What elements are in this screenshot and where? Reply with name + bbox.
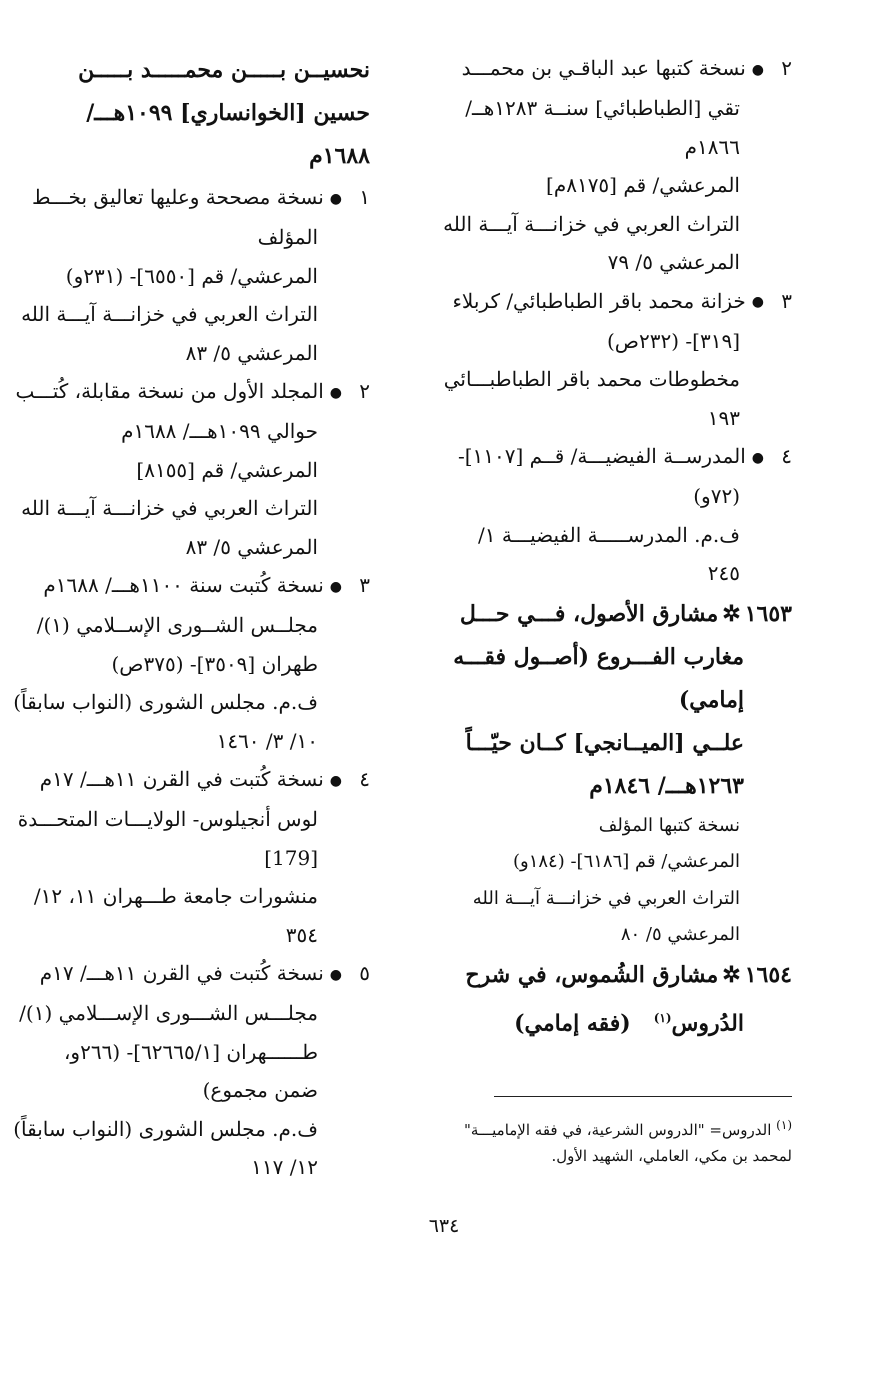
list-item: ٢●نسخة كتبها عبد الباقـي بن محمـــد bbox=[461, 56, 792, 80]
bullet-icon: ● bbox=[751, 449, 764, 466]
page-number: ٦٣٤ bbox=[428, 1215, 460, 1237]
bullet-icon: ● bbox=[329, 578, 342, 595]
bullet-icon: ● bbox=[751, 61, 764, 78]
list-item: ٣●خزانة محمد باقر الطباطبائي/ كربلاء bbox=[452, 288, 792, 313]
bullet-icon: ● bbox=[329, 772, 342, 789]
list-item: ٢●المجلد الأول من نسخة مقابلة، كُتـــب bbox=[15, 379, 370, 403]
list-item: ٥●نسخة كُتبت في القرن ١١هـــ/ ١٧م bbox=[39, 961, 370, 985]
list-item: ٤●المدرســة الفيضيـــة/ قــم [١١٠٧]- bbox=[457, 444, 792, 468]
bullet-icon: ● bbox=[329, 384, 342, 401]
star-icon: ✲ bbox=[722, 961, 741, 988]
list-item: ٣●نسخة كُتبت سنة ١١٠٠هـــ/ ١٦٨٨م bbox=[43, 573, 370, 597]
author-heading: نحسيــن بـــــن محمـــــد بـــــن bbox=[78, 57, 370, 83]
list-item: ١●نسخة مصححة وعليها تعاليق بخـــط bbox=[31, 185, 370, 209]
bullet-icon: ● bbox=[751, 294, 764, 310]
right-column: ٢●نسخة كتبها عبد الباقـي بن محمـــد تقي [الطباطبائي] سنــة ١٢٨٣هــ/ ١٨٦٦م المرعشي/ قم [٨١٧٥م] التراث العربي في خزانـــة آيـــة الله المرعشي ٥/ ٧٩ ٣●خزانة محمد باقر الطباطبائي/ كربلاء [٣١٩]- (٢٣٢ص) مخطوطات محمد باقر الطباطبـــائي ١٩٣ ٤●المدرســة الفيضيـــة/ قــم [١١٠٧]- (٧٢و) ف.م. المدرســـــة الفيضيـــة ١/ ٢٤٥ ١٦٥٣✲مشارق الأصول، فـــي حـــل مغارب الفـــروع (أصــول فقـــه إمامي) علــي [الميــانجي] كــان حيّـــاً ١٢٦٣هـــ/ ١٨٤٦م نسخة كتبها المؤلف المرعشي/ قم [٦١٨٦]- (١٨٤و) التراث العربي في خزانـــة آيـــة الله المرعشي ٥/ ٨٠ ١٦٥٤✲مشارق الشُموس، في شرح الدُروس$^{(١)}$ (فقه إمامي) bbox=[443, 56, 792, 1036]
bullet-icon: ● bbox=[329, 190, 342, 207]
footnote-ref: (١) bbox=[653, 1010, 672, 1025]
left-column: نحسيــن بـــــن محمـــــد بـــــن حسين [الخوانساري] ١٠٩٩هـــ/ ١٦٨٨م ١●نسخة مصححة وعليها تعاليق بخـــط المؤلف المرعشي/ قم [٦٥٥٠]- (٢٣١و) التراث العربي في خزانـــة آيـــة الله المرعشي ٥/ ٨٣ ٢●المجلد الأول من نسخة مقابلة، كُتـــب حوالي ١٠٩٩هـــ/ ١٦٨٨م المرعشي/ قم [٨١٥٥] التراث العربي في خزانـــة آيـــة الله المرعشي ٥/ ٨٣ ٣●نسخة كُتبت سنة ١١٠٠هـــ/ ١٦٨٨م مجلــس الشــورى الإســلامي (١)/ طهران [٣٥٠٩]- (٣٧٥ص) ف.م. مجلس الشورى (النواب سابقاً) ١٠/ ٣/ ١٤٦٠ ٤●نسخة كُتبت في القرن ١١هـــ/ ١٧م لوس أنجيلوس- الولايـــات المتحـــدة [179] منشورات جامعة طـــهران ١١، ١٢/ ٣٥٤ ٥●نسخة كُتبت في القرن ١١هـــ/ ١٧م مجلـــس الشـــورى الإســـلامي (١)/ طــــــهران [٦٢٦٦٥/١]- (٢٦٦و، ضمن مجموع) ف.م. مجلس الشورى (النواب سابقاً) ١٢/ ١١٧ bbox=[10, 56, 370, 1194]
entry-author: علــي [الميــانجي] كــان حيّـــاً bbox=[465, 729, 744, 756]
entry-title: ١٦٥٣✲مشارق الأصول، فـــي حـــل bbox=[459, 600, 792, 627]
bullet-icon: ● bbox=[329, 966, 342, 983]
footnote-divider bbox=[494, 1096, 792, 1097]
entry-title: ١٦٥٤✲مشارق الشُموس، في شرح bbox=[465, 961, 792, 988]
star-icon: ✲ bbox=[722, 600, 741, 627]
footnote: $^{(١)}$ الدروس= "الدروس الشرعية، في فقه الإماميـــة" لمحمد بن مكي، العاملي، الشهيد الأول. bbox=[464, 1118, 792, 1165]
list-item: ٤●نسخة كُتبت في القرن ١١هـــ/ ١٧م bbox=[39, 767, 370, 791]
